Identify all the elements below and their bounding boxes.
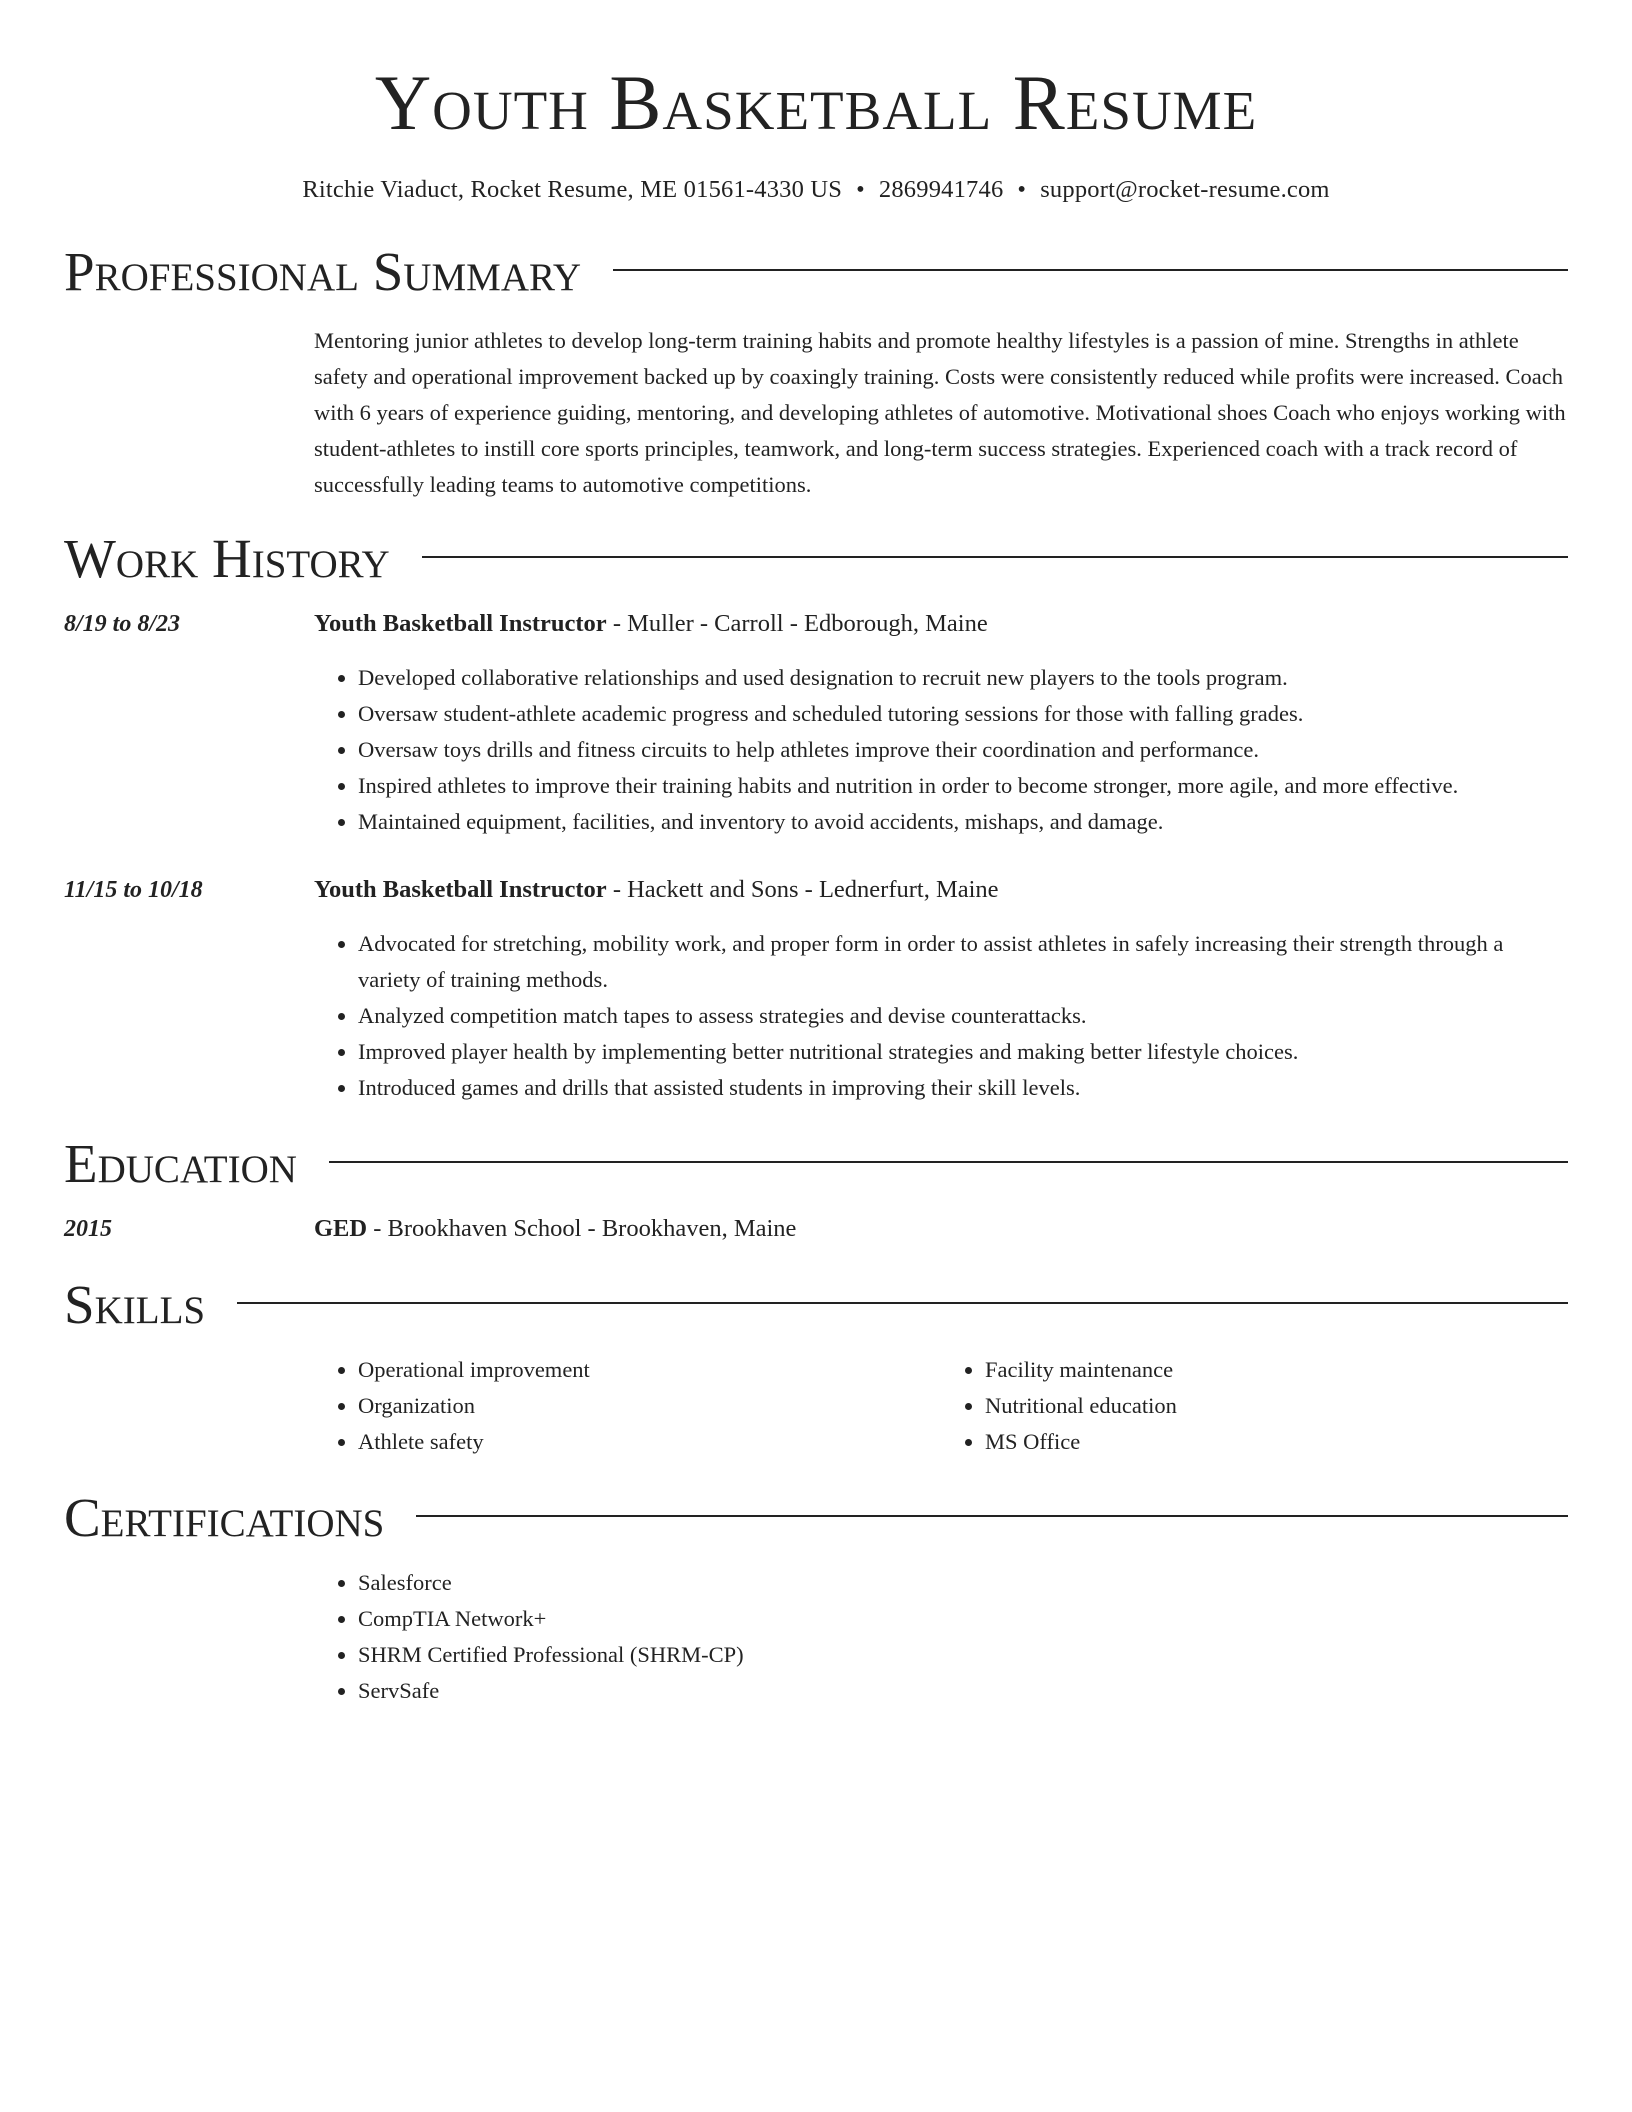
education-entry: [64, 1211, 1568, 1247]
education-degree: GED: [314, 1215, 368, 1242]
skills-wrap: [314, 1352, 1568, 1460]
job-bullet: • Inspired athletes to improve their training habits and nutrition in order to become stronger, more agile, and more effective.: [358, 768, 1568, 804]
certifications-wrap: [314, 1565, 1568, 1709]
job-bullet: • Analyzed competition match tapes to assess strategies and devise counterattacks.: [358, 998, 1568, 1034]
education-year: 2015: [64, 1216, 112, 1242]
job-bullet: • Oversaw toys drills and fitness circuits to help athletes improve their coordination and performance.: [358, 732, 1568, 768]
section-work-header: [64, 528, 1568, 589]
resume-title: Youth Basketball Resume: [374, 59, 1258, 146]
certification-item: • Salesforce: [358, 1565, 1568, 1601]
skill-item: • Athlete safety: [358, 1424, 941, 1460]
section-summary-heading: Professional Summary: [64, 241, 582, 302]
job-title: Youth Basketball Instructor: [314, 876, 607, 903]
skills-list-left: [314, 1352, 941, 1460]
contact-phone: 2869941746: [878, 176, 1004, 203]
skills-grid: [314, 1352, 1568, 1460]
certification-item: • SHRM Certified Professional (SHRM-CP): [358, 1637, 1568, 1673]
section-divider: [416, 1515, 1568, 1517]
job-header: [64, 606, 1568, 642]
job-dates: 11/15 to 10/18: [64, 877, 203, 903]
section-divider: [329, 1161, 1568, 1163]
section-divider: [613, 269, 1568, 271]
job-bullets-wrap: [314, 926, 1568, 1106]
education-details: - Brookhaven School - Brookhaven, Maine: [367, 1215, 797, 1242]
section-education-heading: Education: [64, 1133, 297, 1194]
job-bullet: • Improved player health by implementing better nutritional strategies and making better lifestyle choices.: [358, 1034, 1568, 1070]
contact-line: [64, 176, 1568, 204]
skill-item: • Operational improvement: [358, 1352, 941, 1388]
section-divider: [422, 556, 1568, 558]
skill-item: • Organization: [358, 1388, 941, 1424]
summary-text: Mentoring junior athletes to develop long-term training habits and promote healthy lifestyles is a passion of mine. Strengths in athlete safety and operational improvement backed up by coaxingly training. Costs were consistently reduced while profits were increased. Coach with 6 years of experience guiding, mentoring, and developing athletes of automotive. Motivational shoes Coach who enjoys working with student-athletes to instill core sports principles, teamwork, and long-term success strategies. Experienced coach with a track record of successfully leading teams to automotive competitions.: [314, 328, 1566, 497]
job-bullets-wrap: [314, 660, 1568, 840]
job-header: [64, 872, 1568, 908]
contact-email: support@rocket-resume.com: [1040, 176, 1330, 203]
skill-item: • MS Office: [985, 1424, 1568, 1460]
certification-item: • CompTIA Network+: [358, 1601, 1568, 1637]
section-summary-header: [64, 241, 1568, 302]
skill-item: • Facility maintenance: [985, 1352, 1568, 1388]
job-details: - Hackett and Sons - Lednerfurt, Maine: [606, 876, 999, 903]
skill-item: • Nutritional education: [985, 1388, 1568, 1424]
job-bullet: • Advocated for stretching, mobility work, and proper form in order to assist athletes in safely increasing their strength through a variety of training methods.: [358, 926, 1568, 998]
job-bullet: • Introduced games and drills that assisted students in improving their skill levels.: [358, 1070, 1568, 1106]
contact-separator: •: [856, 176, 865, 203]
education-line: [314, 1211, 796, 1247]
job-title-line: [314, 872, 999, 908]
job-bullet: • Oversaw student-athlete academic progress and scheduled tutoring sessions for those with falling grades.: [358, 696, 1568, 732]
section-divider: [237, 1302, 1568, 1304]
job-title-line: [314, 606, 988, 642]
job-bullets: [314, 926, 1568, 1106]
job-details: - Muller - Carroll - Edborough, Maine: [606, 610, 988, 637]
job-bullet: • Maintained equipment, facilities, and inventory to avoid accidents, mishaps, and damage.: [358, 804, 1568, 840]
certification-item: • ServSafe: [358, 1673, 1568, 1709]
job-bullet: • Developed collaborative relationships and used designation to recruit new players to the tools program.: [358, 660, 1568, 696]
section-skills-header: [64, 1274, 1568, 1335]
job-entry: [64, 606, 1568, 840]
skills-list-right: [941, 1352, 1568, 1460]
certifications-list: [314, 1565, 1568, 1709]
section-certifications-header: [64, 1487, 1568, 1548]
section-work-heading: Work History: [64, 528, 390, 589]
job-dates: 8/19 to 8/23: [64, 611, 181, 637]
section-skills-heading: Skills: [64, 1274, 206, 1335]
job-title: Youth Basketball Instructor: [314, 610, 607, 637]
job-bullets: [314, 660, 1568, 840]
job-entry: [64, 872, 1568, 1106]
contact-address: Ritchie Viaduct, Rocket Resume, ME 01561-4330 US: [302, 176, 843, 203]
section-education-header: [64, 1133, 1568, 1194]
contact-separator: •: [1017, 176, 1027, 203]
section-certifications-heading: Certifications: [64, 1487, 385, 1548]
